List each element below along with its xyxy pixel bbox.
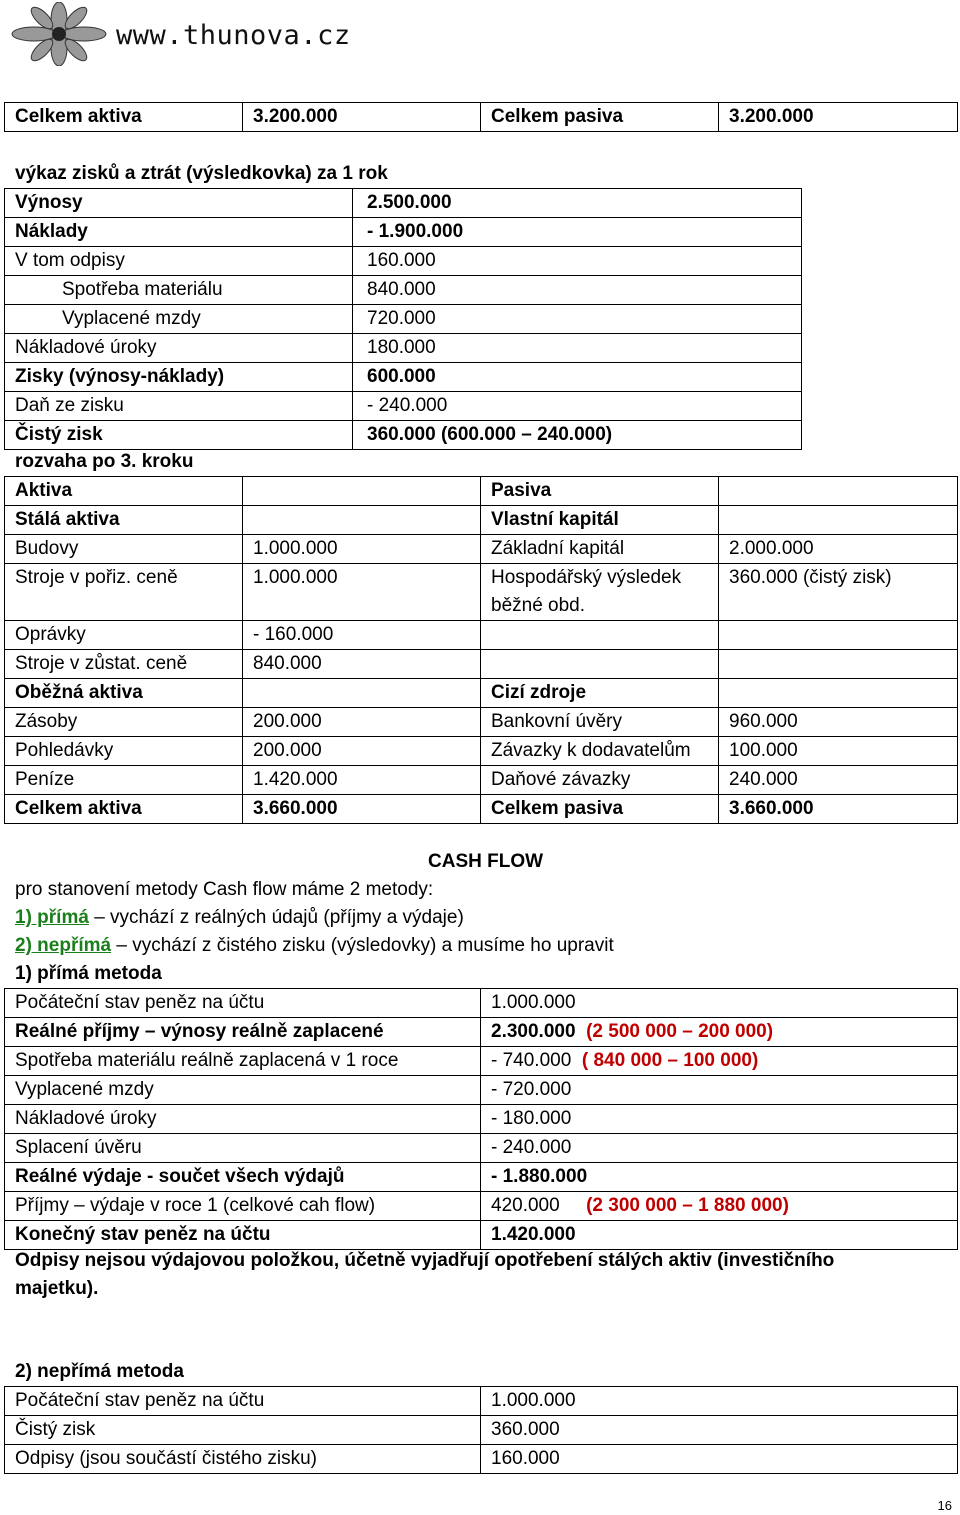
direct-method-heading: 1) přímá metoda xyxy=(15,963,162,984)
flower-logo-icon xyxy=(4,2,114,66)
total-assets-value: 3.200.000 xyxy=(243,103,481,132)
balance-cell: 360.000 (čistý zisk) xyxy=(719,564,958,621)
income-value: 180.000 xyxy=(353,334,802,363)
balance-row xyxy=(5,621,958,650)
income-value: - 1.900.000 xyxy=(353,218,802,247)
balance-cell: 200.000 xyxy=(243,737,481,766)
income-row xyxy=(5,247,802,276)
direct-label: Spotřeba materiálu reálně zaplacená v 1 roce xyxy=(5,1047,481,1076)
balance-cell: Bankovní úvěry xyxy=(481,708,719,737)
direct-row xyxy=(5,1105,958,1134)
direct-row xyxy=(5,1076,958,1105)
income-label: Vyplacené mzdy xyxy=(5,305,353,334)
method-2-link[interactable]: 2) nepřímá xyxy=(15,935,112,956)
method-1-link[interactable]: 1) přímá xyxy=(15,907,89,928)
liabilities-header: Pasiva xyxy=(481,477,719,506)
income-value: 160.000 xyxy=(353,247,802,276)
balance-cell: Daňové závazky xyxy=(481,766,719,795)
total-assets-label: Celkem aktiva xyxy=(5,103,243,132)
direct-value: - 1.880.000 xyxy=(491,1166,588,1187)
direct-label: Reálné příjmy – výnosy reálně zaplacené xyxy=(5,1018,481,1047)
balance-cell: Budovy xyxy=(5,535,243,564)
income-value: 600.000 xyxy=(353,363,802,392)
balance-cell: 1.000.000 xyxy=(243,564,481,621)
direct-value: - 720.000 xyxy=(491,1079,572,1100)
direct-label: Vyplacené mzdy xyxy=(5,1076,481,1105)
site-logo xyxy=(4,2,351,66)
balance-cell: Celkem pasiva xyxy=(481,795,719,824)
balance-cell: Oprávky xyxy=(5,621,243,650)
balance-cell: 240.000 xyxy=(719,766,958,795)
direct-note: ( 840 000 – 100 000) xyxy=(581,1050,759,1071)
income-label: Nákladové úroky xyxy=(5,334,353,363)
balance-cell: 2.000.000 xyxy=(719,535,958,564)
income-row xyxy=(5,305,802,334)
balance-cell: Základní kapitál xyxy=(481,535,719,564)
balance-cell: 100.000 xyxy=(719,737,958,766)
income-label: Čistý zisk xyxy=(5,421,353,450)
income-table xyxy=(4,188,802,450)
income-value: 360.000 (600.000 – 240.000) xyxy=(353,421,802,450)
balance-cell xyxy=(719,650,958,679)
balance-row xyxy=(5,708,958,737)
balance-row xyxy=(5,766,958,795)
method-2-line xyxy=(15,932,614,960)
method-1-line xyxy=(15,904,464,932)
income-row xyxy=(5,334,802,363)
direct-value: 2.300.000 xyxy=(491,1021,576,1042)
balance-cell xyxy=(481,621,719,650)
indirect-label: Počáteční stav peněz na účtu xyxy=(5,1387,481,1416)
indirect-method-heading: 2) nepřímá metoda xyxy=(15,1361,184,1382)
direct-label: Příjmy – výdaje v roce 1 (celkové cah flow) xyxy=(5,1192,481,1221)
balance-row xyxy=(5,564,958,621)
total-liabilities-value: 3.200.000 xyxy=(719,103,958,132)
fixed-assets-header: Stálá aktiva xyxy=(5,506,243,535)
direct-row xyxy=(5,1192,958,1221)
income-label: Spotřeba materiálu xyxy=(5,276,353,305)
direct-label: Konečný stav peněz na účtu xyxy=(5,1221,481,1250)
direct-value: 1.000.000 xyxy=(491,992,576,1013)
indirect-value: 160.000 xyxy=(481,1445,958,1474)
income-row xyxy=(5,189,802,218)
income-row xyxy=(5,218,802,247)
direct-row xyxy=(5,1221,958,1250)
income-row xyxy=(5,276,802,305)
balance-row xyxy=(5,737,958,766)
income-value: 2.500.000 xyxy=(353,189,802,218)
direct-value: 1.420.000 xyxy=(491,1224,576,1245)
balance-cell: Stroje v pořiz. ceně xyxy=(5,564,243,621)
income-row xyxy=(5,421,802,450)
indirect-row xyxy=(5,1445,958,1474)
balance-cell: 960.000 xyxy=(719,708,958,737)
direct-note: (2 500 000 – 200 000) xyxy=(586,1021,774,1042)
balance-cell: 3.660.000 xyxy=(243,795,481,824)
direct-value: 420.000 xyxy=(491,1195,560,1216)
indirect-value: 1.000.000 xyxy=(481,1387,958,1416)
top-totals-table xyxy=(4,102,958,132)
indirect-label: Čistý zisk xyxy=(5,1416,481,1445)
indirect-method-table xyxy=(4,1386,958,1474)
direct-note: (2 300 000 – 1 880 000) xyxy=(586,1195,789,1216)
balance-cell: Závazky k dodavatelům xyxy=(481,737,719,766)
direct-row xyxy=(5,1163,958,1192)
logo-text: www.thunova.cz xyxy=(116,20,351,51)
method-1-text: – vychází z reálných údajů (příjmy a výdaje) xyxy=(88,907,464,928)
balance-cell xyxy=(719,621,958,650)
income-heading: výkaz zisků a ztrát (výsledkovka) za 1 rok xyxy=(15,163,388,184)
balance-cell: Stroje v zůstat. ceně xyxy=(5,650,243,679)
income-label: Výnosy xyxy=(5,189,353,218)
balance-heading: rozvaha po 3. kroku xyxy=(15,451,194,472)
income-label: Daň ze zisku xyxy=(5,392,353,421)
direct-row xyxy=(5,989,958,1018)
method-2-text: – vychází z čistého zisku (výsledovky) a musíme ho upravit xyxy=(111,935,614,956)
balance-cell xyxy=(481,650,719,679)
depreciation-note: Odpisy nejsou výdajovou položkou, účetně vyjadřují opotřebení stálých aktiv (investičního majetku). xyxy=(15,1250,835,1299)
balance-cell: Hospodářský výsledek běžné obd. xyxy=(481,564,719,621)
balance-cell: - 160.000 xyxy=(243,621,481,650)
balance-cell: Peníze xyxy=(5,766,243,795)
income-value: 840.000 xyxy=(353,276,802,305)
balance-cell: 840.000 xyxy=(243,650,481,679)
direct-value: - 180.000 xyxy=(491,1108,572,1129)
cashflow-intro: pro stanovení metody Cash flow máme 2 metody: xyxy=(15,879,434,900)
direct-row xyxy=(5,1018,958,1047)
balance-cell: Pohledávky xyxy=(5,737,243,766)
balance-cell: 3.660.000 xyxy=(719,795,958,824)
direct-row xyxy=(5,1134,958,1163)
page-number: 16 xyxy=(937,1498,952,1513)
balance-row xyxy=(5,535,958,564)
direct-method-table xyxy=(4,988,958,1250)
cashflow-title: CASH FLOW xyxy=(428,851,544,872)
direct-label: Počáteční stav peněz na účtu xyxy=(5,989,481,1018)
direct-value: - 240.000 xyxy=(491,1137,572,1158)
direct-label: Nákladové úroky xyxy=(5,1105,481,1134)
income-row xyxy=(5,392,802,421)
direct-row xyxy=(5,1047,958,1076)
total-liabilities-label: Celkem pasiva xyxy=(481,103,719,132)
equity-header: Vlastní kapitál xyxy=(481,506,719,535)
assets-header: Aktiva xyxy=(5,477,243,506)
indirect-label: Odpisy (jsou součástí čistého zisku) xyxy=(5,1445,481,1474)
balance-cell: Zásoby xyxy=(5,708,243,737)
direct-value: - 740.000 xyxy=(491,1050,572,1071)
balance-cell: 1.000.000 xyxy=(243,535,481,564)
balance-cell: 200.000 xyxy=(243,708,481,737)
direct-label: Reálné výdaje - součet všech výdajů xyxy=(5,1163,481,1192)
indirect-row xyxy=(5,1416,958,1445)
external-liabilities-header: Cizí zdroje xyxy=(481,679,719,708)
balance-cell: 1.420.000 xyxy=(243,766,481,795)
income-label: Náklady xyxy=(5,218,353,247)
current-assets-header: Oběžná aktiva xyxy=(5,679,243,708)
income-label: Zisky (výnosy-náklady) xyxy=(5,363,353,392)
income-label: V tom odpisy xyxy=(5,247,353,276)
indirect-value: 360.000 xyxy=(481,1416,958,1445)
income-value: - 240.000 xyxy=(353,392,802,421)
balance-table xyxy=(4,476,958,824)
balance-cell: Celkem aktiva xyxy=(5,795,243,824)
income-value: 720.000 xyxy=(353,305,802,334)
indirect-row xyxy=(5,1387,958,1416)
balance-total-row xyxy=(5,795,958,824)
income-row xyxy=(5,363,802,392)
direct-label: Splacení úvěru xyxy=(5,1134,481,1163)
balance-row xyxy=(5,650,958,679)
